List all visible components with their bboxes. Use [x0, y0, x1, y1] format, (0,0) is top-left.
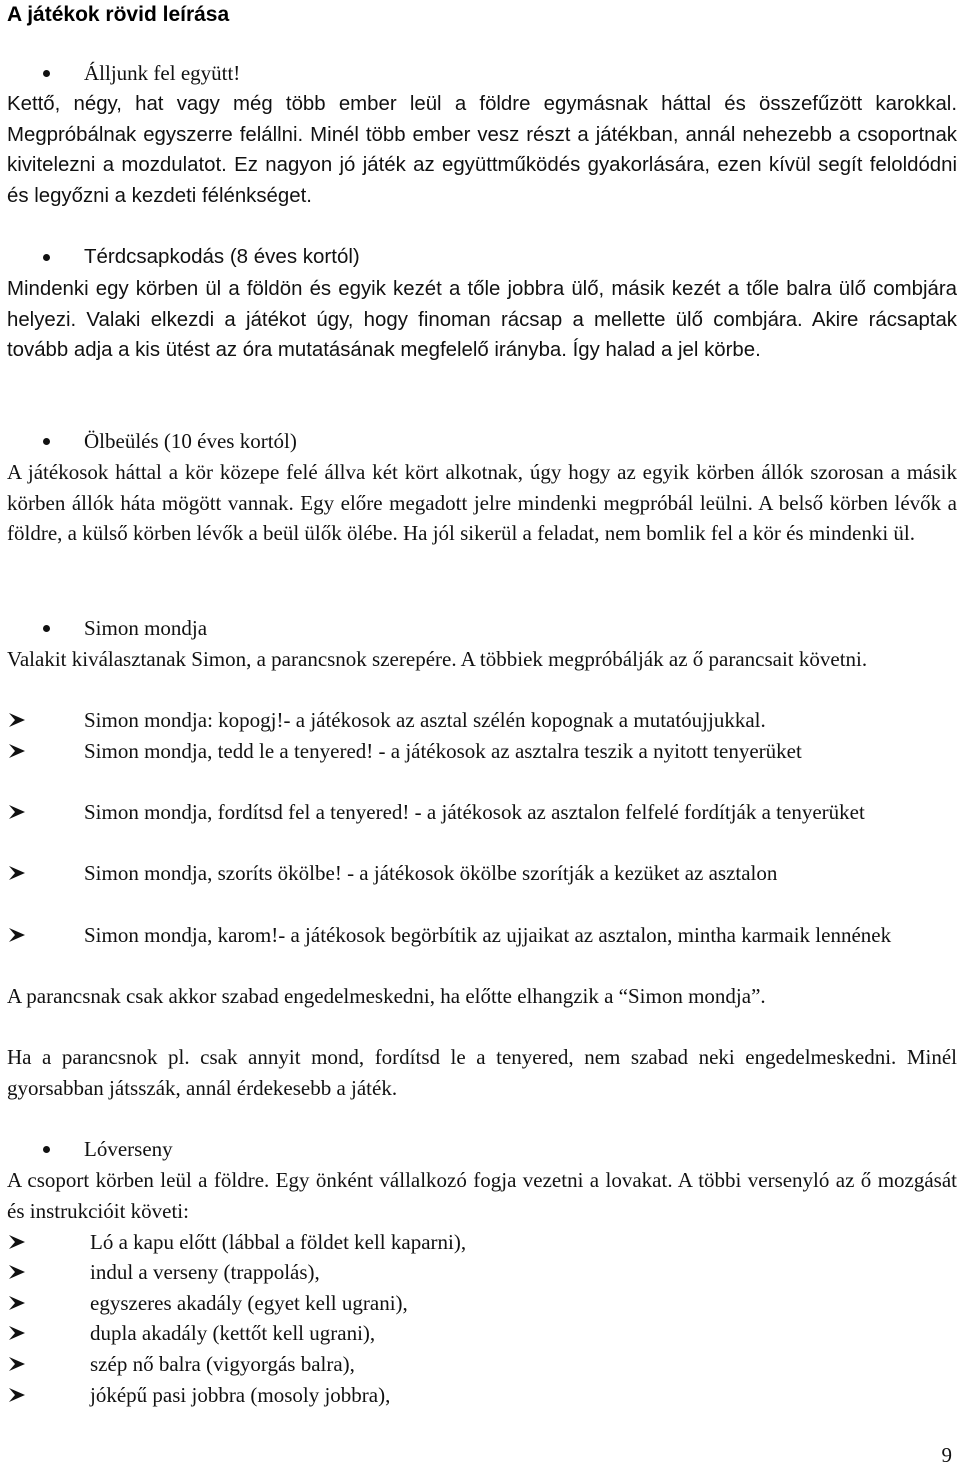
- arrowhead-bullet-icon: [8, 1387, 26, 1403]
- arrowhead-bullet-icon: [8, 1234, 26, 1250]
- game-description: A játékosok háttal a kör közepe felé állva két kört alkotnak, úgy hogy az egyik körben állók szorosan a másik körben állók háta mögött vannak. Egy előre megadott jelre mindenki megpróbál leülni. A belső körben lévők a földre, a külső körben lévők a beül ülők ölébe. Ha jól sikerül a feladat, nem bomlik fel a kör és mindenki ül.: [7, 460, 957, 546]
- page-title: A játékok rövid leírása: [7, 3, 230, 26]
- arrowhead-bullet-icon: [8, 1295, 26, 1311]
- arrowhead-bullet-icon: [8, 1356, 26, 1372]
- arrowhead-bullet-icon: [8, 927, 26, 943]
- arrowhead-bullet-icon: [8, 804, 26, 820]
- bullet-dot-icon: [43, 254, 50, 261]
- arrowhead-bullet-icon: [8, 743, 26, 759]
- bullet-dot-icon: [43, 438, 50, 445]
- bullet-dot-icon: [43, 625, 50, 632]
- arrowhead-bullet-icon: [8, 1325, 26, 1341]
- game-note: A parancsnak csak akkor szabad engedelmeskedni, ha előtte elhangzik a “Simon mondja”.: [7, 984, 766, 1008]
- arrowhead-bullet-icon: [8, 865, 26, 881]
- game-description: Kettő, négy, hat vagy még több ember leül a földre egymásnak háttal és összefűzött karokkal. Megpróbálnak egyszerre felállni. Minél több ember vesz részt a játékban, annál nehezebb a csoportnak kivitelezni a mozdulatot. Ez nagyon jó játék az együttműködés gyakorlására, ezen kívül segít feloldódni és legyőzni a kezdeti félénkséget.: [7, 93, 957, 207]
- bullet-dot-icon: [43, 70, 50, 77]
- game-note: Ha a parancsnok pl. csak annyit mond, fordítsd le a tenyered, nem szabad neki engedelmeskedni. Minél gyorsabban játsszák, annál érdekesebb a játék.: [7, 1045, 957, 1100]
- game-description: A csoport körben leül a földre. Egy önként vállalkozó fogja vezetni a lovakat. A többi versenyló az ő mozgását és instrukcióit követi:: [7, 1168, 957, 1223]
- game-description: Mindenki egy körben ül a földön és egyik kezét a tőle jobbra ülő, másik kezét a tőle balra ülő combjára helyezi. Valaki elkezdi a játékot úgy, hogy finoman rácsap a mellette ülő combjára. Akire rácsaptak tovább adja a kis ütést az óra mutatásának megfelelő irányba. Így halad a jel körbe.: [7, 278, 957, 362]
- game-description: Valakit kiválasztanak Simon, a parancsnok szerepére. A többiek megpróbálják az ő parancsait követni.: [7, 647, 868, 671]
- page-number: 9: [941, 1443, 952, 1467]
- bullet-dot-icon: [43, 1146, 50, 1153]
- arrowhead-bullet-icon: [8, 712, 26, 728]
- arrowhead-bullet-icon: [8, 1264, 26, 1280]
